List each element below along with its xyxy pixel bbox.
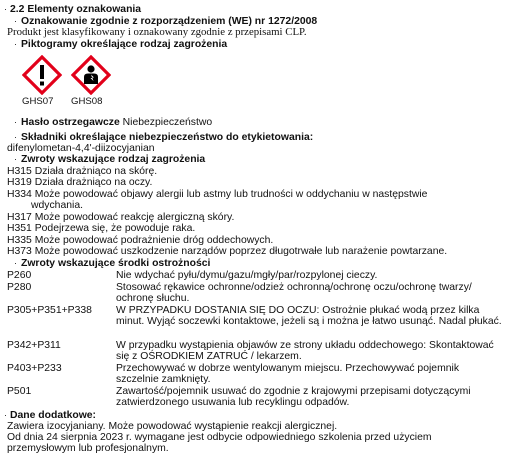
bullet: · [4,410,7,420]
additional-heading: Dane dodatkowe: [10,410,97,421]
health-hazard-icon [71,55,111,95]
hazard-line: H351 Podejrzewa się, że powoduje raka. [7,223,196,234]
components-value: difenylometan-4,4'-diizocyjanian [7,143,155,154]
hazard-line: H335 Może powodować podrażnienie dróg oddechowych. [7,235,274,246]
components-heading: Składniki określające niebezpieczeństwo do etykietowania: [21,132,314,143]
signal-word-value: Niebezpieczeństwo [122,117,213,128]
hazard-line: H373 Może powodować uszkodzenie narządów poprzez długotrwałe lub narażenie powtarzane. [7,246,448,257]
additional-text: Zawiera izocyjaniany. Może powodować wystąpienie reakcji alergicznej. [7,421,338,432]
precaution-code: P501 [7,386,32,397]
precaution-text: Przechowywać w dobrze wentylowanym miejscu. Przechowywać pojemnik szczelnie zamknięty. [116,363,460,386]
bullet: · [14,16,17,26]
hazard-line: wdychania. [31,200,83,211]
hazard-line: H317 Może powodować reakcję alergiczną skóry. [7,212,235,223]
pictograms-heading: Piktogramy określające rodzaj zagrożenia [21,39,228,50]
hazard-line: H315 Działa drażniąco na skórę. [7,166,158,177]
bullet: · [14,117,17,127]
exclamation-mark-icon [22,55,62,95]
precaution-text: Zawartość/pojemnik usuwać do zgodnie z krajowymi przepisami dotyczącymi zatwierdzonego usuwania lub recyklingu odpadów. [116,386,471,409]
bullet: · [14,258,17,268]
signal-word-label: Hasło ostrzegawcze [21,117,120,128]
precaution-code: P403+P233 [7,363,62,374]
hazard-line: H319 Działa drażniąco na oczy. [7,177,153,188]
precaution-text: W przypadku wystąpienia objawów ze strony układu oddechowego: Skontaktować się z OŚRODKIEM ZATRUĆ / lekarzem. [116,340,494,363]
precaution-code: P305+P351+P338 [7,305,92,316]
precaution-code: P260 [7,270,32,281]
labeling-heading: Oznakowanie zgodnie z rozporządzeniem (WE) nr 1272/2008 [21,16,318,27]
pictogram-code: GHS07 [22,96,54,107]
hazard-heading: Zwroty wskazujące rodzaj zagrożenia [21,154,206,165]
labeling-text: Produkt jest klasyfikowany i oznakowany zgodnie z przepisami CLP. [7,26,307,38]
section-title: 2.2 Elementy oznakowania [10,4,142,15]
bullet: · [14,132,17,142]
precaution-code: P342+P311 [7,340,61,351]
precaution-text: W PRZYPADKU DOSTANIA SIĘ DO OCZU: Ostrożnie płukać wodą przez kilka minut. Wyjąć soczewki kontaktowe, jeżeli są i można je łatwo usunąć. Nadal płukać. [116,305,502,328]
precaution-text: Nie wdychać pyłu/dymu/gazu/mgły/par/rozpylonej cieczy. [116,270,378,281]
bullet: · [14,154,17,164]
precaution-text: Stosować rękawice ochronne/odzież ochronną/ochronę oczu/ochronę twarzy/ ochronę słuchu. [116,282,472,305]
pictogram-code: GHS08 [71,96,103,107]
additional-text: Od dnia 24 sierpnia 2023 r. wymagane jest odbycie odpowiedniego szkolenia przed użyciem [7,432,432,443]
precaution-code: P280 [7,282,32,293]
bullet: · [14,39,17,49]
signal-word-row [21,117,212,128]
precautionary-heading: Zwroty wskazujące środki ostrożności [21,258,211,269]
hazard-line: H334 Może powodować objawy alergii lub astmy lub trudności w oddychaniu w następstwie [7,189,428,200]
bullet: · [4,4,7,14]
additional-text: przemysłowym lub profesjonalnym. [7,443,169,454]
